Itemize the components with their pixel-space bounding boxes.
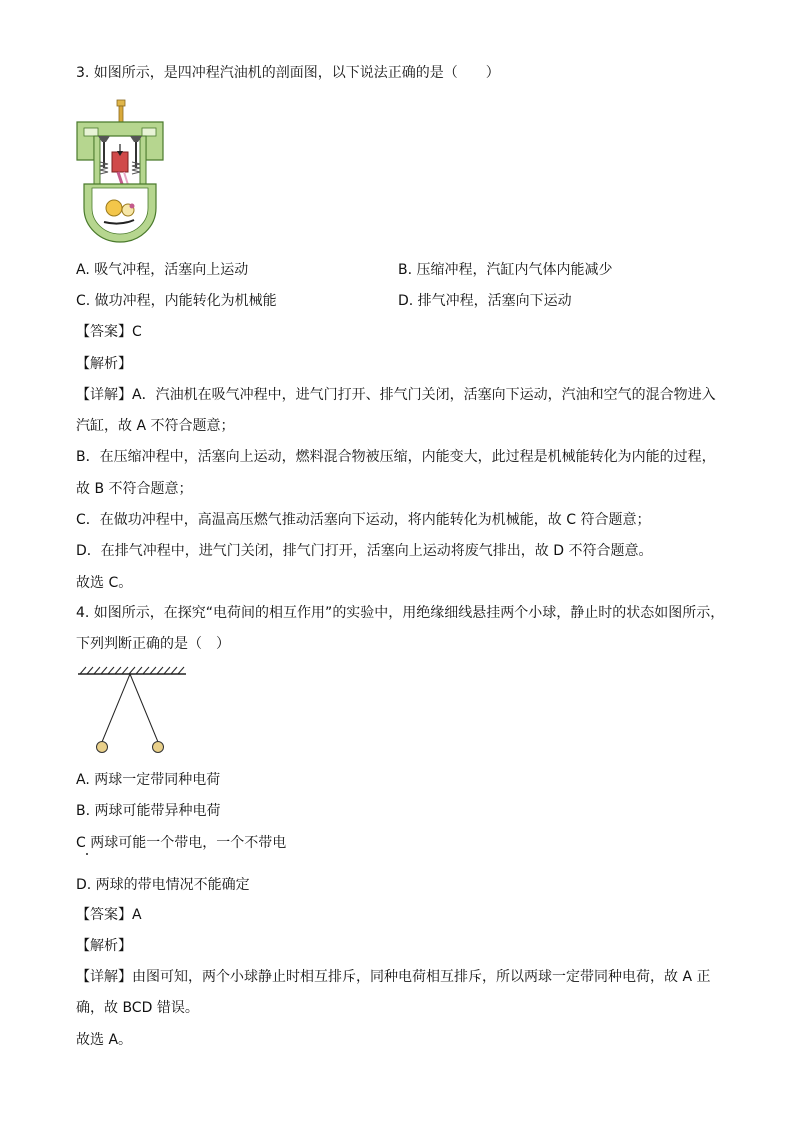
- q4-option-b: B. 两球可能带异种电荷: [76, 803, 221, 819]
- q4-analysis-label: 【解析】: [76, 938, 132, 954]
- q3-stem: 3. 如图所示，是四冲程汽油机的剖面图，以下说法正确的是（ ）: [76, 65, 500, 81]
- q3-analysis-label: 【解析】: [76, 356, 132, 372]
- q3-detail-line: 汽缸，故 A 不符合题意；: [76, 418, 235, 434]
- q4-stem-line: 4. 如图所示，在探究“电荷间的相互作用”的实验中，用绝缘细线悬挂两个小球，静止时的状态如图所示，: [76, 605, 725, 621]
- q4-detail-line: 确，故 BCD 错误。: [76, 1000, 199, 1016]
- q4-option-a: A. 两球一定带同种电荷: [76, 772, 221, 788]
- stray-dot: [86, 853, 88, 855]
- engine-cross-section-figure: [74, 96, 166, 244]
- q3-detail-line: 故 B 不符合题意；: [76, 481, 193, 497]
- q3-detail-line: 【详解】A．汽油机在吸气冲程中，进气门打开、排气门关闭，活塞向下运动，汽油和空气的混合物进入: [76, 387, 716, 403]
- q3-option-b: B. 压缩冲程，汽缸内气体内能减少: [398, 262, 613, 278]
- suspended-balls-figure: [74, 664, 190, 758]
- q4-conclusion: 故选 A。: [76, 1032, 133, 1048]
- q4-stem-line: 下列判断正确的是（ ）: [76, 636, 230, 652]
- q3-detail-line: B．在压缩冲程中，活塞向上运动，燃料混合物被压缩，内能变大，此过程是机械能转化为内能的过程，: [76, 449, 716, 465]
- q3-detail-line: D．在排气冲程中，进气门关闭，排气门打开，活塞向上运动将废气排出，故 D 不符合题意。: [76, 543, 653, 559]
- q3-option-a: A. 吸气冲程，活塞向上运动: [76, 262, 249, 278]
- q4-answer: 【答案】A: [76, 907, 142, 923]
- q3-option-d: D. 排气冲程，活塞向下运动: [398, 293, 572, 309]
- q3-detail-line: C．在做功冲程中，高温高压燃气推动活塞向下运动，将内能转化为机械能，故 C 符合题意；: [76, 512, 651, 528]
- q4-option-c: C 两球可能一个带电，一个不带电: [76, 835, 287, 851]
- q4-detail-line: 【详解】由图可知，两个小球静止时相互排斥，同种电荷相互排斥，所以两球一定带同种电荷，故 A 正: [76, 969, 711, 985]
- q3-conclusion: 故选 C。: [76, 575, 133, 591]
- q4-option-d: D. 两球的带电情况不能确定: [76, 877, 250, 893]
- q3-option-c: C. 做功冲程，内能转化为机械能: [76, 293, 277, 309]
- q3-answer: 【答案】C: [76, 324, 142, 340]
